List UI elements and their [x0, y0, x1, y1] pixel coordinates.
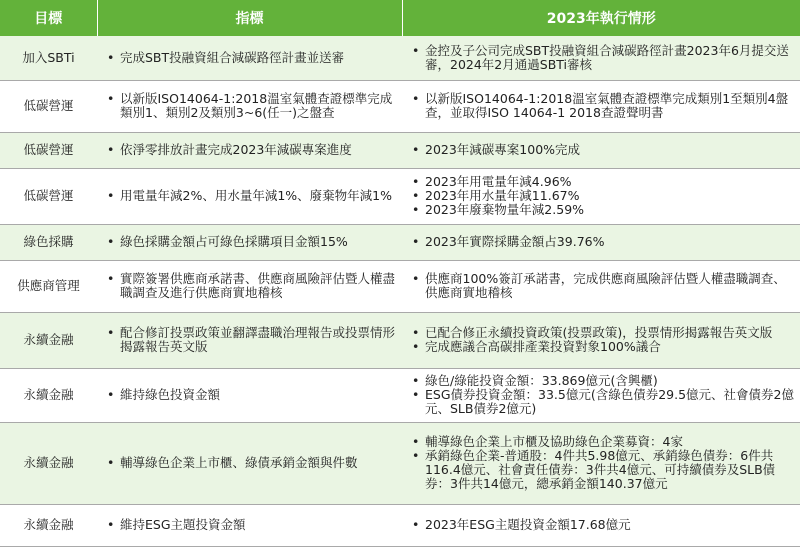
metric-list — [107, 51, 398, 65]
result-list — [412, 235, 796, 249]
metric-item: • 輔導綠色企業上市櫃、綠債承銷金額與件數 — [107, 456, 398, 470]
metric-cell — [97, 504, 402, 546]
result-item: • 已配合修正永續投資政策(投票政策)，投票情形揭露報告英文版 — [412, 326, 796, 340]
header-metric: 指標 — [97, 0, 402, 36]
metric-list — [107, 143, 398, 157]
result-cell — [402, 36, 800, 80]
table-row — [0, 168, 800, 224]
table-row — [0, 260, 800, 312]
metric-item: • 實際簽署供應商承諾書、供應商風險評估暨人權盡職調查及進行供應商實地稽核 — [107, 272, 398, 300]
result-cell — [402, 132, 800, 168]
result-list — [412, 143, 796, 157]
result-list — [412, 374, 796, 416]
result-list — [412, 175, 796, 217]
result-cell — [402, 260, 800, 312]
table-row — [0, 504, 800, 546]
metric-cell — [97, 260, 402, 312]
result-item: • 2023年ESG主題投資金額17.68億元 — [412, 518, 796, 532]
result-cell — [402, 504, 800, 546]
metric-list — [107, 235, 398, 249]
metric-item: • 依淨零排放計畫完成2023年減碳專案進度 — [107, 143, 398, 157]
metric-item: • 維持ESG主題投資金額 — [107, 518, 398, 532]
result-item: • 2023年廢棄物量年減2.59% — [412, 203, 796, 217]
table-body — [0, 36, 800, 546]
metric-item: • 配合修訂投票政策並翻譯盡職治理報告或投票情形揭露報告英文版 — [107, 326, 398, 354]
metric-item: • 維持綠色投資金額 — [107, 388, 398, 402]
metric-cell — [97, 368, 402, 422]
result-item: • 輔導綠色企業上市櫃及協助綠色企業募資：4家 — [412, 435, 796, 449]
metric-cell — [97, 132, 402, 168]
result-cell — [402, 368, 800, 422]
result-list — [412, 92, 796, 120]
result-list — [412, 326, 796, 354]
goal-cell: 低碳營運 — [0, 80, 97, 132]
goal-cell: 永續金融 — [0, 312, 97, 368]
result-list — [412, 518, 796, 532]
goal-cell: 永續金融 — [0, 504, 97, 546]
metric-list — [107, 518, 398, 532]
metric-list — [107, 456, 398, 470]
metric-list — [107, 189, 398, 203]
result-cell — [402, 224, 800, 260]
result-item: • ESG債券投資金額：33.5億元(含綠色債券29.5億元、社會債券2億元、SLB債券2億元) — [412, 388, 796, 416]
result-item: • 2023年用電量年減4.96% — [412, 175, 796, 189]
metric-cell — [97, 36, 402, 80]
goal-cell: 綠色採購 — [0, 224, 97, 260]
goal-cell: 永續金融 — [0, 368, 97, 422]
result-item: • 綠色/綠能投資金額：33.869億元(含興櫃) — [412, 374, 796, 388]
table-header-row — [0, 0, 800, 36]
metric-item: • 以新版ISO14064-1:2018溫室氣體查證標準完成類別1、類別2及類別3~6(任一)之盤查 — [107, 92, 398, 120]
header-goal: 目標 — [0, 0, 97, 36]
goal-cell: 低碳營運 — [0, 132, 97, 168]
metric-cell — [97, 168, 402, 224]
metric-list — [107, 326, 398, 354]
result-item: • 供應商100%簽訂承諾書，完成供應商風險評估暨人權盡職調查、供應商實地稽核 — [412, 272, 796, 300]
table-row — [0, 36, 800, 80]
result-item: • 2023年減碳專案100%完成 — [412, 143, 796, 157]
result-item: • 2023年實際採購金額占39.76% — [412, 235, 796, 249]
goal-cell: 加入SBTi — [0, 36, 97, 80]
goal-cell: 永續金融 — [0, 422, 97, 504]
result-cell — [402, 168, 800, 224]
metric-list — [107, 92, 398, 120]
table-row — [0, 422, 800, 504]
metric-item: • 完成SBT投融資組合減碳路徑計畫並送審 — [107, 51, 398, 65]
table-row — [0, 80, 800, 132]
goal-cell: 供應商管理 — [0, 260, 97, 312]
table-row — [0, 368, 800, 422]
header-result: 2023年執行情形 — [402, 0, 800, 36]
result-cell — [402, 312, 800, 368]
table-row — [0, 224, 800, 260]
table-row — [0, 312, 800, 368]
result-item: • 金控及子公司完成SBT投融資組合減碳路徑計畫2023年6月提交送審，2024年2月通過SBTi審核 — [412, 44, 796, 72]
goal-cell: 低碳營運 — [0, 168, 97, 224]
result-list — [412, 435, 796, 491]
metric-cell — [97, 422, 402, 504]
result-cell — [402, 80, 800, 132]
result-item: • 以新版ISO14064-1:2018溫室氣體查證標準完成類別1至類別4盤查，並取得ISO 14064-1 2018查證聲明書 — [412, 92, 796, 120]
metric-cell — [97, 312, 402, 368]
metric-cell — [97, 80, 402, 132]
table-row — [0, 132, 800, 168]
metric-list — [107, 272, 398, 300]
result-item: • 承銷綠色企業-普通股：4件共5.98億元、承銷綠色債券：6件共116.4億元、社會責任債券：3件共4億元、可持續債券及SLB債券：3件共14億元，總承銷金額140.37億元 — [412, 449, 796, 491]
metric-item: • 用電量年減2%、用水量年減1%、廢棄物年減1% — [107, 189, 398, 203]
metric-list — [107, 388, 398, 402]
result-list — [412, 272, 796, 300]
result-cell — [402, 422, 800, 504]
result-list — [412, 44, 796, 72]
metric-item: • 綠色採購金額占可綠色採購項目金額15% — [107, 235, 398, 249]
result-item: • 2023年用水量年減11.67% — [412, 189, 796, 203]
result-item: • 完成應議合高碳排產業投資對象100%議合 — [412, 340, 796, 354]
metric-cell — [97, 224, 402, 260]
